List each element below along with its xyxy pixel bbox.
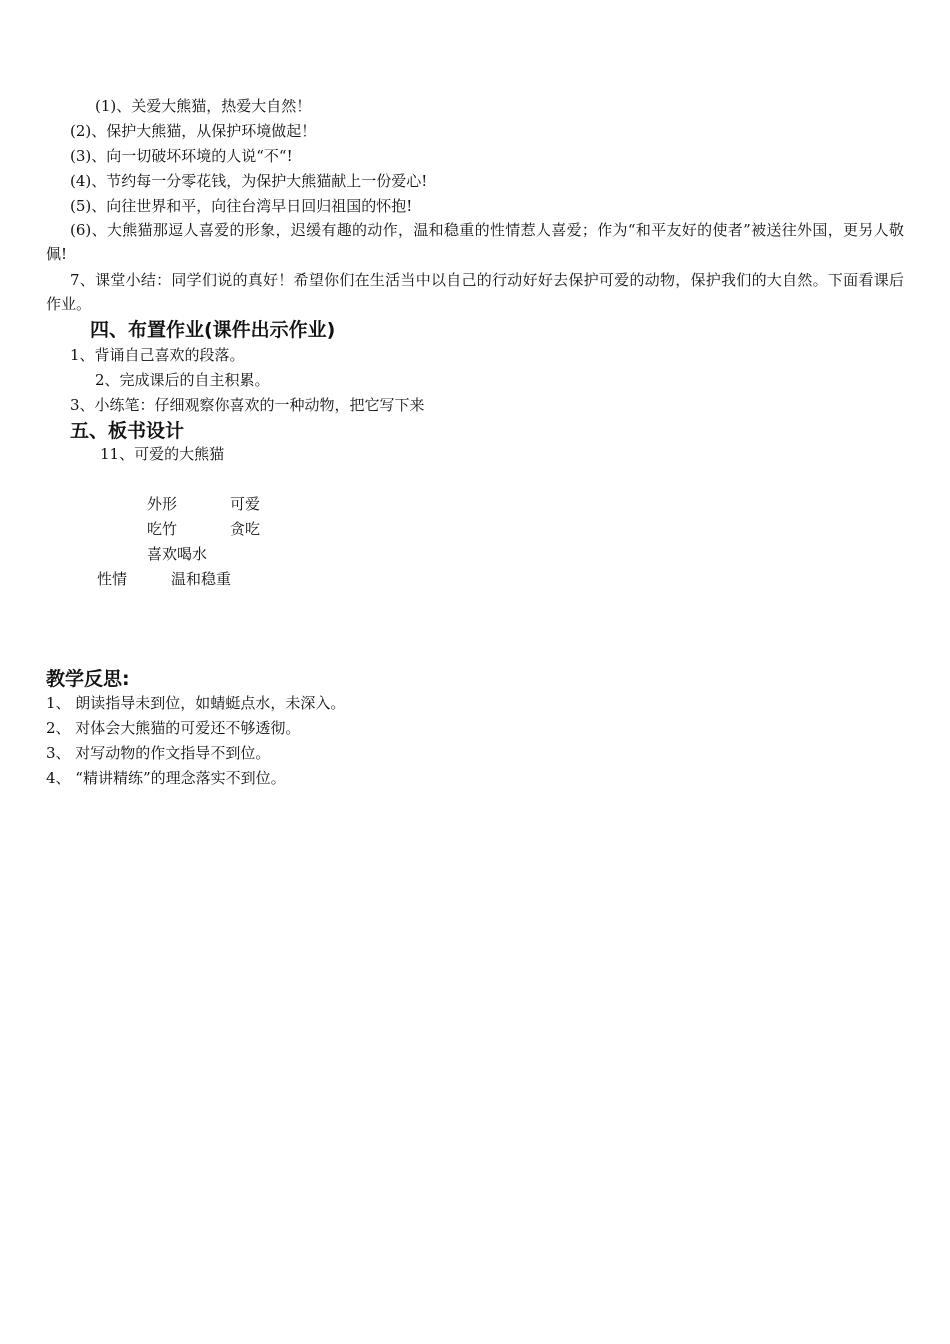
reflection-item-2: 2、 对体会大熊猫的可爱还不够透彻。: [46, 719, 301, 737]
lesson-point-6: (6)、大熊猫那逗人喜爱的形象，迟缓有趣的动作，温和稳重的性情惹人喜爱；作为“和平友好的使者”被送往外国，更另人敬佩!: [46, 221, 904, 263]
reflection-item-1: 1、 朗读指导未到位，如蜻蜓点水，未深入。: [46, 694, 346, 712]
lesson-point-5: (5)、向往世界和平，向往台湾早日回归祖国的怀抱!: [70, 197, 413, 215]
lesson-point-2: (2)、保护大熊猫，从保护环境做起！: [70, 122, 317, 140]
board-row-1-left: 外形: [147, 495, 178, 513]
homework-item-1: 1、背诵自己喜欢的段落。: [70, 346, 245, 364]
board-design-heading: 五、板书设计: [70, 420, 185, 442]
reflection-item-4: 4、 “精讲精练”的理念落实不到位。: [46, 769, 286, 787]
lesson-point-3: (3)、向一切破坏环境的人说“不“!: [70, 147, 293, 165]
board-row-1-right: 可爱: [230, 495, 261, 513]
board-row-4-left: 性情: [97, 570, 128, 588]
board-row-3-left: 喜欢喝水: [147, 545, 208, 563]
homework-item-2: 2、完成课后的自主积累。: [95, 371, 270, 389]
board-row-4-right: 温和稳重: [171, 570, 232, 588]
homework-heading: 四、布置作业(课件出示作业): [90, 319, 336, 341]
reflection-item-3: 3、 对写动物的作文指导不到位。: [46, 744, 271, 762]
lesson-point-4: (4)、节约每一分零花钱，为保护大熊猫献上一份爱心!: [70, 172, 428, 190]
reflection-heading: 教学反思:: [46, 668, 130, 690]
lesson-point-1: (1)、关爱大熊猫，热爱大自然！: [95, 97, 312, 115]
board-row-2-right: 贪吃: [230, 520, 261, 538]
homework-item-3: 3、小练笔：仔细观察你喜欢的一种动物，把它写下来: [70, 396, 425, 414]
board-design-title: 11、可爱的大熊猫: [100, 445, 225, 463]
class-summary: 7、课堂小结：同学们说的真好！希望你们在生活当中以自己的行动好好去保护可爱的动物，保护我们的大自然。下面看课后作业。: [46, 271, 904, 313]
board-row-2-left: 吃竹: [147, 520, 178, 538]
